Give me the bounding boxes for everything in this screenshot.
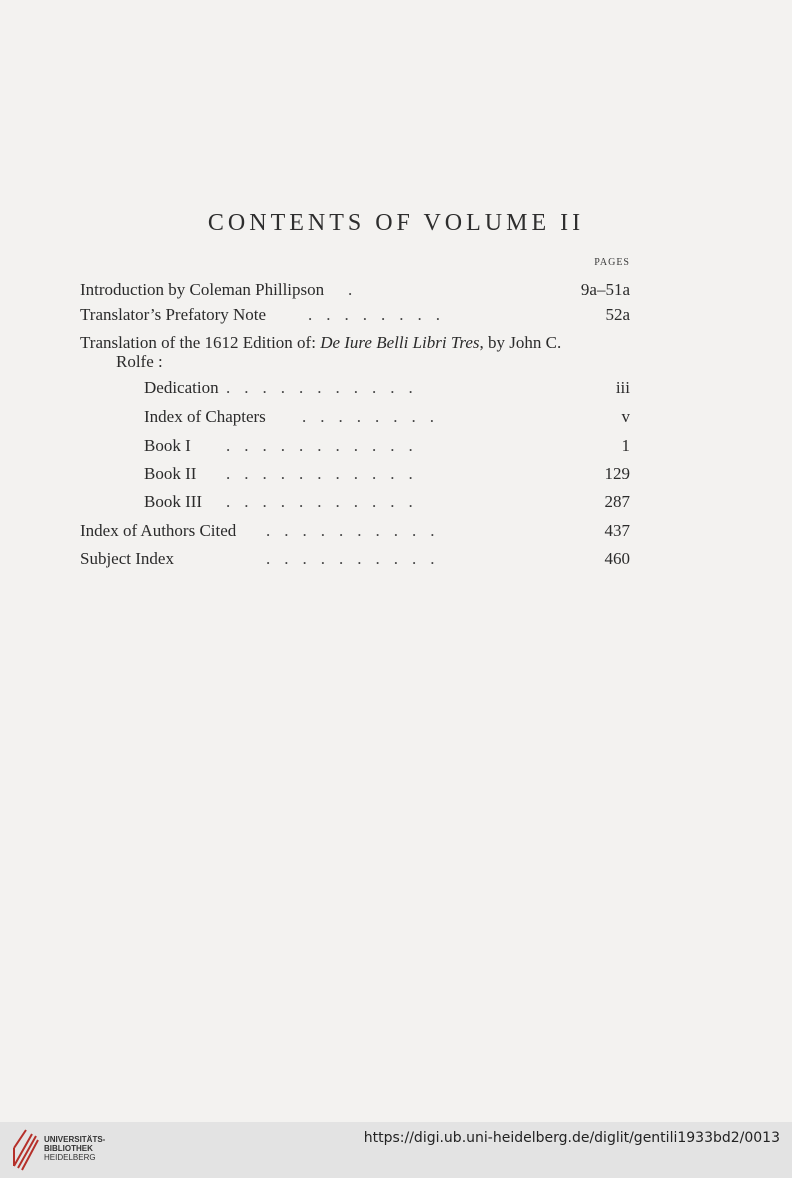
logo-line-1: UNIVERSITÄTS- xyxy=(44,1135,106,1144)
toc-entry-page: 460 xyxy=(604,549,630,568)
source-url-link[interactable]: https://digi.ub.uni-heidelberg.de/diglit/gentili1933bd2/0013 xyxy=(363,1130,780,1146)
toc-leader-dots: .......... xyxy=(266,549,449,568)
toc-leader-dots: ........... xyxy=(226,436,427,455)
toc-entry-label: Rolfe : xyxy=(116,352,163,371)
logo-line-3: HEIDELBERG xyxy=(44,1153,96,1162)
pages-column-label: PAGES xyxy=(594,257,630,268)
toc-entry-label: Introduction by Coleman Phillipson xyxy=(80,280,325,299)
toc-leader-dots: . xyxy=(348,280,367,299)
toc-entry-label-title: De Iure Belli Libri Tres xyxy=(320,333,480,352)
library-logo-icon xyxy=(10,1126,40,1172)
toc-entry-label: Translator’s Prefatory Note xyxy=(80,305,267,324)
toc-entry-label: Dedication xyxy=(144,378,219,397)
toc-entry-label: Book II xyxy=(144,464,197,483)
toc-entry-page: 287 xyxy=(604,492,630,511)
toc-entry-page: v xyxy=(621,407,630,426)
toc-entry-page: 129 xyxy=(604,464,630,483)
toc-leader-dots: ........... xyxy=(226,492,427,511)
toc-leader-dots: ........ xyxy=(302,407,448,426)
toc-entry-page: iii xyxy=(615,378,630,397)
library-logo-text xyxy=(44,1135,105,1162)
toc-entry-label: Book III xyxy=(144,492,203,511)
page-title: CONTENTS OF VOLUME II xyxy=(207,210,585,236)
toc-entry-page: 437 xyxy=(604,521,630,540)
toc-entry-page: 9a–51a xyxy=(580,280,630,299)
toc-entry-page: 52a xyxy=(605,305,630,324)
toc-entry-label: Book I xyxy=(144,436,191,455)
toc-leader-dots: ........... xyxy=(226,464,427,483)
toc-entry-label: Subject Index xyxy=(80,549,174,568)
toc-leader-dots: ........... xyxy=(226,378,427,397)
toc-leader-dots: .......... xyxy=(266,521,449,540)
toc-entry-label: Index of Authors Cited xyxy=(80,521,237,540)
toc-leader-dots: ........ xyxy=(308,305,454,324)
toc-entry-label: Index of Chapters xyxy=(144,407,266,426)
logo-line-2: BIBLIOTHEK xyxy=(44,1144,93,1153)
toc-entry-label-suffix: , by John C. xyxy=(479,333,562,352)
toc-entry-label-prefix: Translation of the 1612 Edition of: xyxy=(80,333,321,352)
toc-entry-page: 1 xyxy=(621,436,630,455)
